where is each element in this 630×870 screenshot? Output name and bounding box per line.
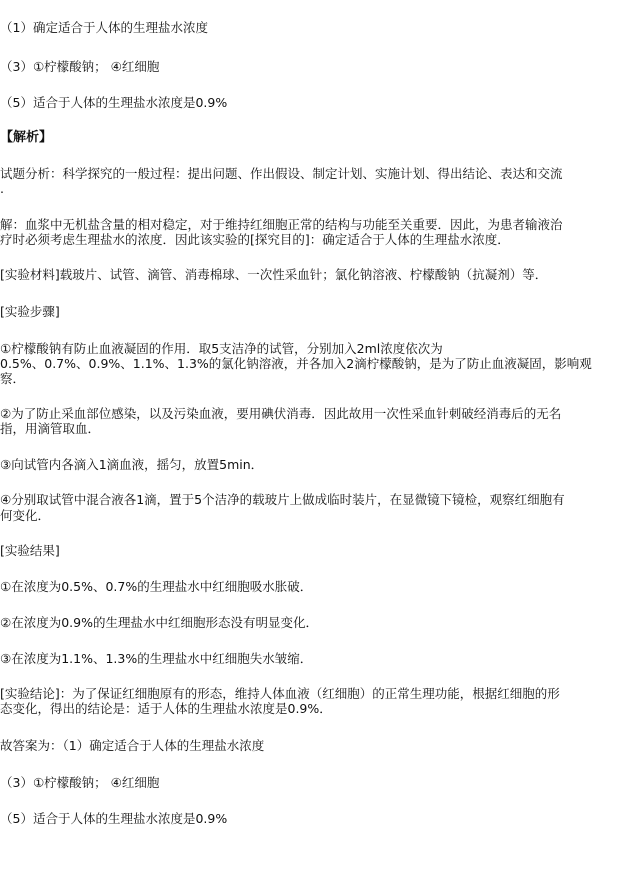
step-1-line-3: 察．: [0, 371, 26, 386]
analysis-heading: 【解析】: [0, 130, 53, 145]
step-4-line-2: 何变化．: [0, 508, 51, 523]
overview-line-1: 试题分析：科学探究的一般过程：提出问题、作出假设、制定计划、实施计划、得出结论、表达和交流: [0, 166, 563, 181]
overview-line-2: .: [0, 181, 4, 196]
solution-line-2: 疗时必须考虑生理盐水的浓度．因此该实验的[探究目的]：确定适合于人体的生理盐水浓度．: [0, 232, 510, 247]
final-answer-item-1: 故答案为：（1）确定适合于人体的生理盐水浓度: [0, 738, 265, 753]
result-1-line: ①在浓度为0.5%、0.7%的生理盐水中红细胞吸水胀破．: [0, 579, 313, 594]
answer-item-1: （1）确定适合于人体的生理盐水浓度: [0, 20, 208, 35]
result-2-line: ②在浓度为0.9%的生理盐水中红细胞形态没有明显变化．: [0, 615, 318, 630]
step-2-line-2: 指，用滴管取血．: [0, 421, 101, 436]
step-2-line-1: ②为了防止采血部位感染，以及污染血液，要用碘伏消毒．因此故用一次性采血针刺破经消毒后的无名: [0, 406, 562, 421]
final-answer-item-3: （3）①柠檬酸钠； ④红细胞: [0, 775, 160, 790]
final-answer-item-5: （5）适合于人体的生理盐水浓度是0.9%: [0, 811, 228, 826]
result-3-line: ③在浓度为1.1%、1.3%的生理盐水中红细胞失水皱缩．: [0, 651, 313, 666]
steps-heading: [实验步骤]: [0, 304, 60, 319]
answer-item-3: （3）①柠檬酸钠； ④红细胞: [0, 59, 160, 74]
step-1-line-1: ①柠檬酸钠有防止血液凝固的作用．取5支洁净的试管，分别加入2ml浓度依次为: [0, 341, 443, 356]
solution-line-1: 解：血浆中无机盐含量的相对稳定，对于维持红细胞正常的结构与功能至关重要．因此，为患者输液治: [0, 217, 563, 232]
step-4-line-1: ④分别取试管中混合液各1滴，置于5个洁净的载玻片上做成临时装片，在显微镜下镜检，观察红细胞有: [0, 492, 565, 507]
answer-item-5: （5）适合于人体的生理盐水浓度是0.9%: [0, 95, 228, 110]
results-heading: [实验结果]: [0, 543, 60, 558]
step-1-line-2: 0.5%、0.7%、0.9%、1.1%、1.3%的氯化钠溶液，并各加入2滴柠檬酸钠，是为了防止血液凝固，影响观: [0, 356, 592, 371]
conclusion-line-1: [实验结论]：为了保证红细胞原有的形态，维持人体血液（红细胞）的正常生理功能，根据红细胞的形: [0, 686, 560, 701]
materials-line: [实验材料]载玻片、试管、滴管、消毒棉球、一次性采血针；氯化钠溶液、柠檬酸钠（抗凝剂）等．: [0, 267, 548, 282]
step-3-line: ③向试管内各滴入1滴血液，摇匀，放置5min．: [0, 457, 264, 472]
conclusion-line-2: 态变化，得出的结论是：适于人体的生理盐水浓度是0.9%．: [0, 701, 332, 716]
